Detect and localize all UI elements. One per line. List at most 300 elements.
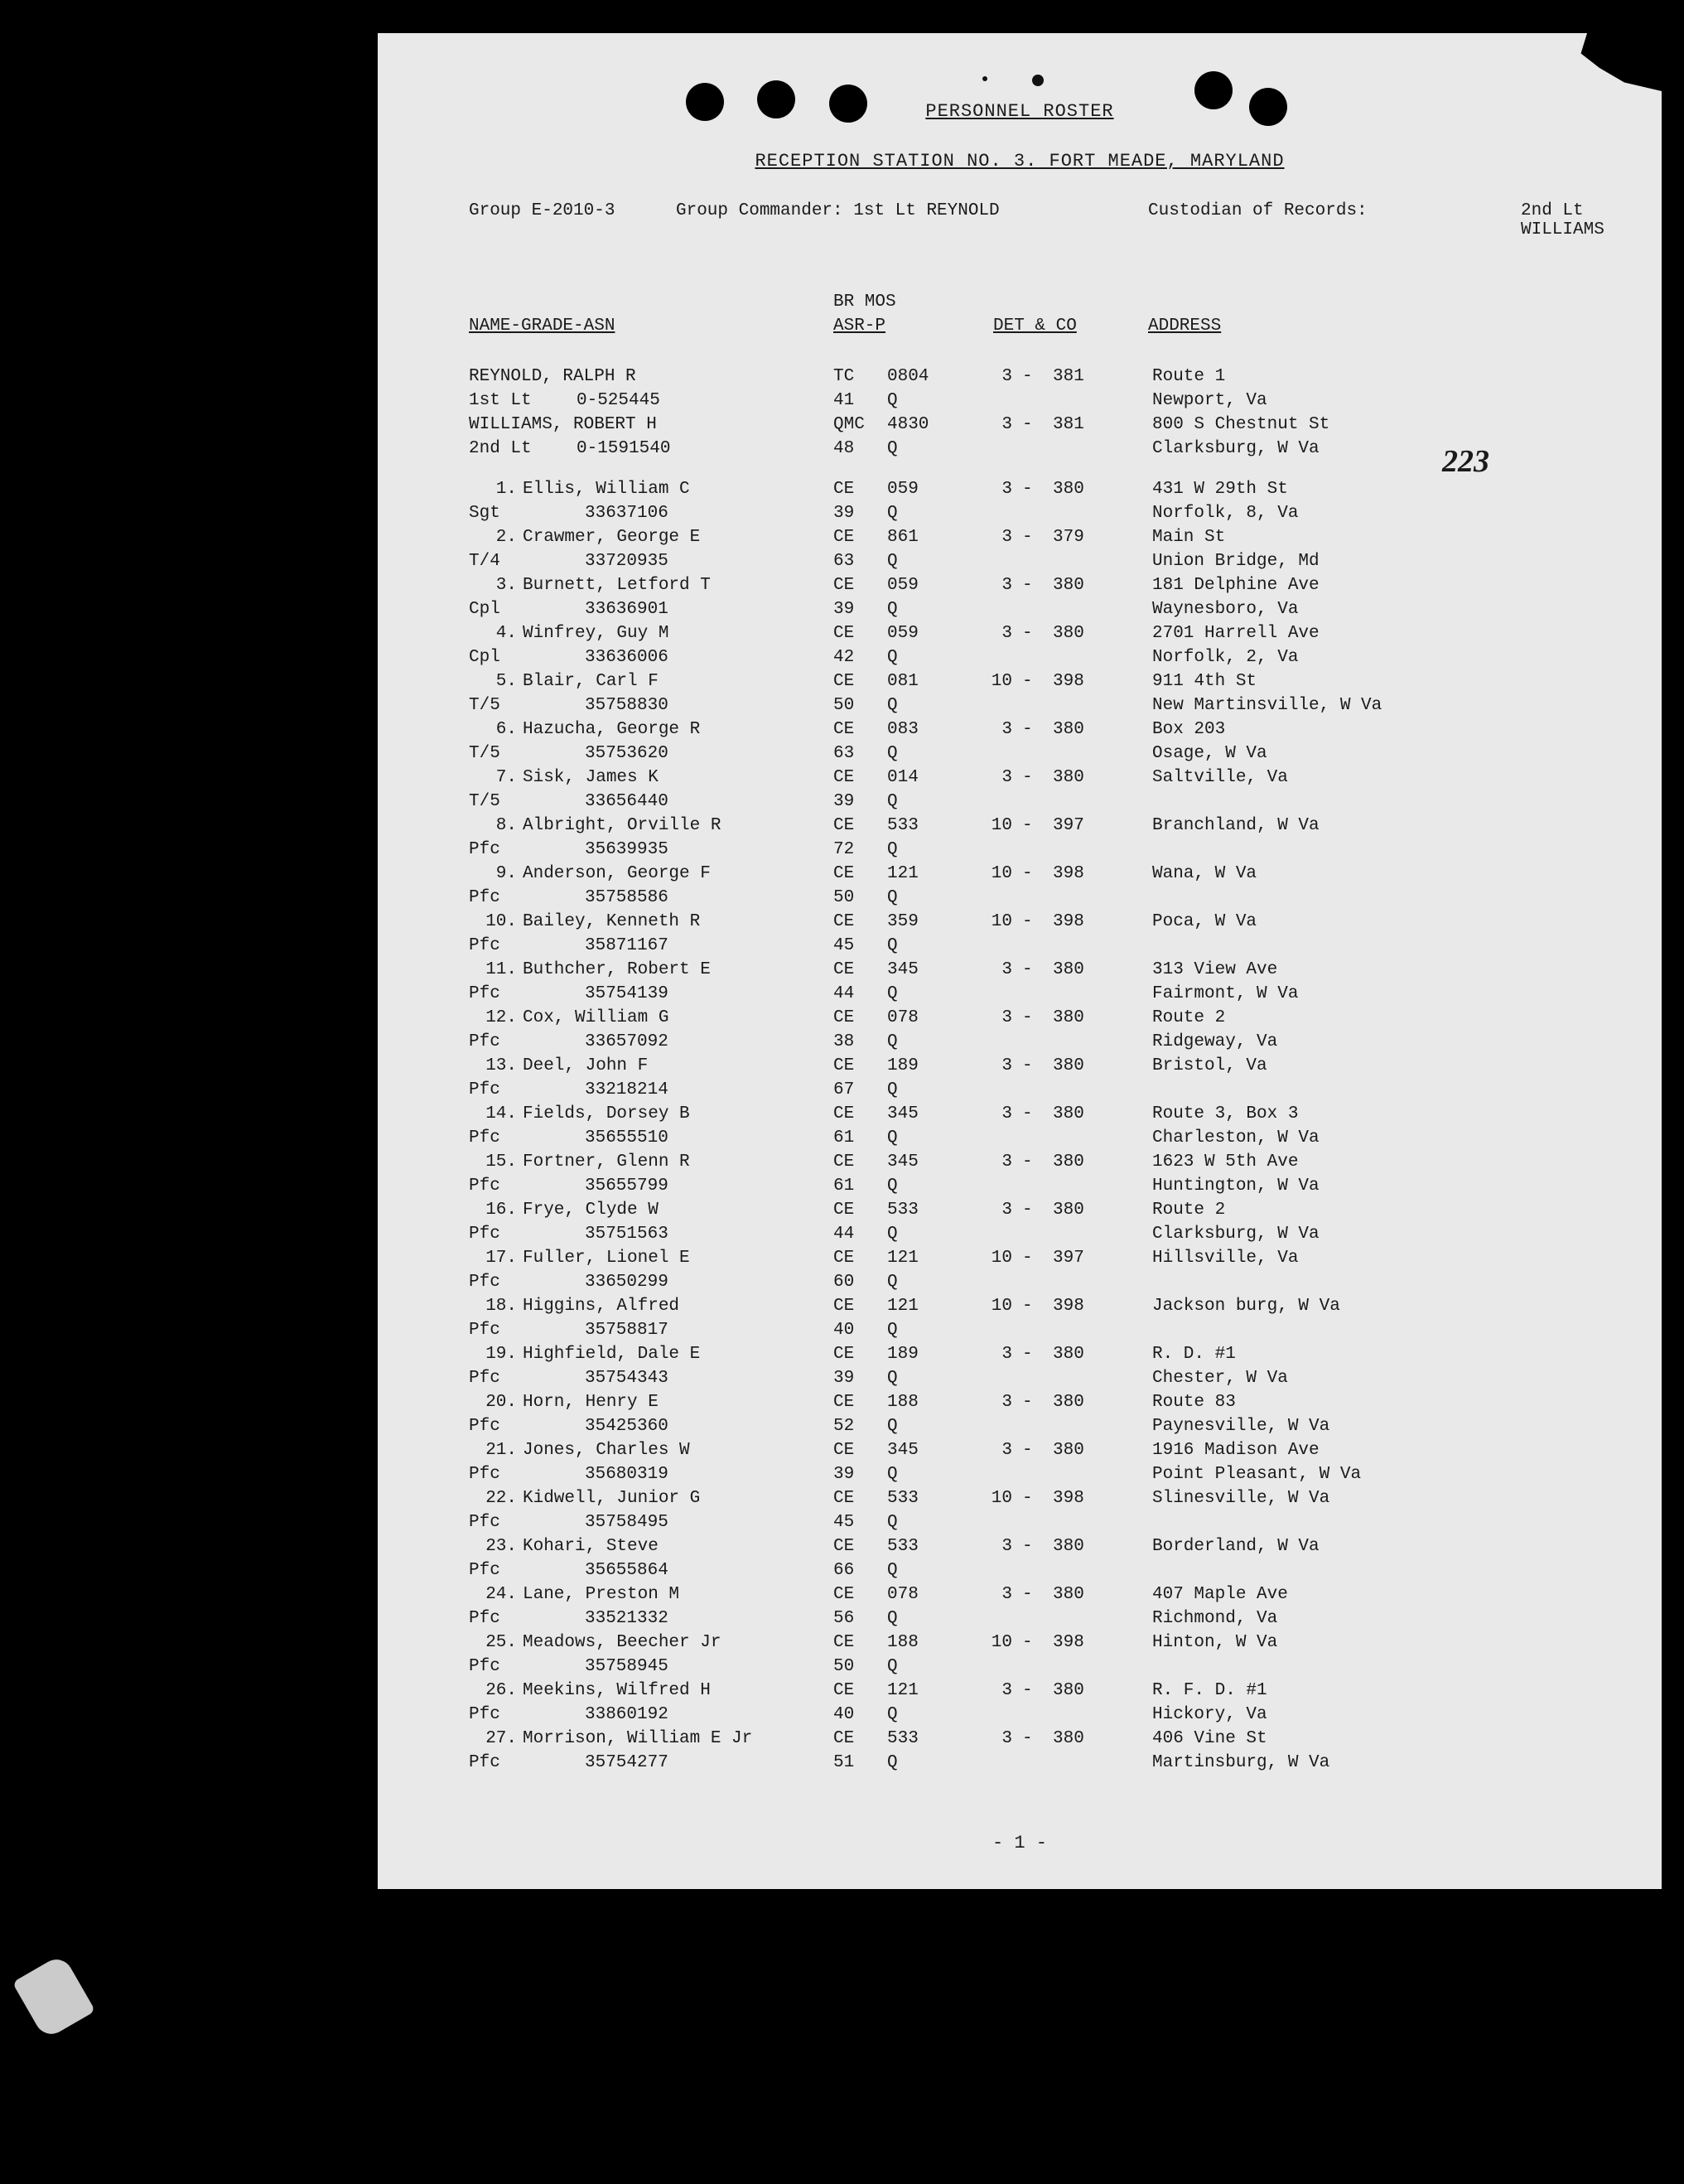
entry-mos: 059 [887,576,919,595]
entry-grade: T/5 [469,696,500,715]
entry-name: Buthcher, Robert E [523,960,711,979]
entry-det: 3 [1001,1056,1012,1075]
entry-address-line1: R. D. #1 [1152,1345,1236,1364]
entry-branch: CE [833,1729,855,1748]
entry-name: Crawmer, George E [523,528,701,547]
entry-asn: 33521332 [585,1609,668,1628]
det-co-dash: - [1022,367,1033,386]
entry-name: Highfield, Dale E [523,1345,701,1364]
entry-number: 10. [485,912,517,931]
entry-grade: Pfc [469,1128,500,1148]
entry-number: 11. [485,960,517,979]
roster-entry [469,1631,1629,1679]
entry-asn: 35758495 [585,1513,668,1532]
entry-grade: Pfc [469,936,500,955]
entry-det: 10 [991,816,1012,835]
entry-asn: 35639935 [585,840,668,859]
det-co-dash: - [1022,576,1033,595]
entry-asr: 44 [833,1225,855,1244]
entry-mos: 078 [887,1008,919,1027]
entry-co: 380 [1053,1585,1084,1604]
entry-mos: 533 [887,1537,919,1556]
entry-mos: 533 [887,1201,919,1220]
entry-grade: Pfc [469,1080,500,1099]
entry-p: Q [887,1657,898,1676]
roster-entry [469,621,1629,669]
entry-name: REYNOLD, RALPH R [469,367,636,386]
roster-entry [469,413,1629,461]
entry-co: 398 [1053,1633,1084,1652]
det-co-dash: - [1022,415,1033,434]
roster-table [469,365,1629,1775]
entry-branch: CE [833,1104,855,1123]
entry-co: 381 [1053,367,1084,386]
entry-det: 3 [1001,1681,1012,1700]
entry-grade: Pfc [469,1753,500,1772]
entry-asn: 35425360 [585,1417,668,1436]
entry-address-line1: Wana, W Va [1152,864,1257,883]
entry-p: Q [887,648,898,667]
entry-asr: 50 [833,888,855,907]
entry-grade: Sgt [469,504,500,523]
entry-grade: Pfc [469,984,500,1003]
entry-p: Q [887,1465,898,1484]
entry-name: Horn, Henry E [523,1393,659,1412]
entry-number: 14. [485,1104,517,1123]
entry-name: Cox, William G [523,1008,669,1027]
paper-scrap [12,1954,96,2040]
entry-name: Lane, Preston M [523,1585,680,1604]
entry-p: Q [887,1369,898,1388]
entry-co: 380 [1053,1152,1084,1172]
entry-mos: 345 [887,1104,919,1123]
det-co-dash: - [1022,624,1033,643]
entry-asn: 33650299 [585,1273,668,1292]
roster-entry [469,1102,1629,1150]
det-co-dash: - [1022,1681,1033,1700]
entry-name: Bailey, Kenneth R [523,912,701,931]
entry-name: Kidwell, Junior G [523,1489,701,1508]
entry-asr: 72 [833,840,855,859]
entry-det: 3 [1001,1201,1012,1220]
entry-asr: 42 [833,648,855,667]
entry-branch: CE [833,1056,855,1075]
entry-asn: 35753620 [585,744,668,763]
entry-asr: 48 [833,439,855,458]
entry-number: 8. [495,816,517,835]
entry-asn: 0-525445 [577,391,660,410]
entry-mos: 189 [887,1345,919,1364]
entry-mos: 189 [887,1056,919,1075]
entry-p: Q [887,1032,898,1051]
entry-branch: CE [833,1393,855,1412]
entry-number: 27. [485,1729,517,1748]
det-co-dash: - [1022,1152,1033,1172]
det-co-dash: - [1022,1201,1033,1220]
entry-grade: Pfc [469,1657,500,1676]
entry-det: 3 [1001,367,1012,386]
entry-asr: 63 [833,744,855,763]
entry-p: Q [887,1609,898,1628]
entry-p: Q [887,984,898,1003]
entry-branch: CE [833,1152,855,1172]
entry-co: 380 [1053,1393,1084,1412]
roster-entry [469,1006,1629,1054]
entry-det: 3 [1001,1345,1012,1364]
entry-asr: 61 [833,1177,855,1196]
entry-grade: Pfc [469,1465,500,1484]
entry-branch: CE [833,1201,855,1220]
entry-p: Q [887,1080,898,1099]
entry-co: 380 [1053,720,1084,739]
entry-p: Q [887,1273,898,1292]
entry-branch: CE [833,1537,855,1556]
roster-entry [469,1390,1629,1438]
entry-address-line1: Slinesville, W Va [1152,1489,1330,1508]
entry-co: 380 [1053,1008,1084,1027]
entry-asr: 50 [833,1657,855,1676]
entry-asn: 33637106 [585,504,668,523]
roster-entry [469,814,1629,862]
entry-branch: CE [833,576,855,595]
entry-name: Frye, Clyde W [523,1201,659,1220]
det-co-dash: - [1022,1056,1033,1075]
entry-co: 398 [1053,672,1084,691]
entry-name: Fuller, Lionel E [523,1249,690,1268]
entry-branch: CE [833,672,855,691]
entry-branch: CE [833,912,855,931]
entry-address-line1: Route 83 [1152,1393,1236,1412]
entry-grade: Pfc [469,1032,500,1051]
entry-address-line1: 1623 W 5th Ave [1152,1152,1299,1172]
entry-asr: 61 [833,1128,855,1148]
entry-address-line1: Box 203 [1152,720,1226,739]
entry-co: 380 [1053,768,1084,787]
entry-name: Higgins, Alfred [523,1297,680,1316]
custodian-name [1521,201,1629,239]
det-co-dash: - [1022,816,1033,835]
header-asr-p: ASR-P [833,316,886,336]
entry-co: 380 [1053,1201,1084,1220]
torn-corner [1537,33,1662,91]
entry-co: 397 [1053,1249,1084,1268]
entry-p: Q [887,936,898,955]
entry-branch: CE [833,1585,855,1604]
entry-co: 380 [1053,1056,1084,1075]
entry-address-line2: Union Bridge, Md [1152,552,1320,571]
entry-branch: CE [833,1249,855,1268]
entry-asn: 35655510 [585,1128,668,1148]
entry-address-line1: Hinton, W Va [1152,1633,1278,1652]
entry-branch: CE [833,960,855,979]
entry-asn: 35754277 [585,1753,668,1772]
entry-address-line1: 406 Vine St [1152,1729,1267,1748]
entry-grade: Pfc [469,1609,500,1628]
entry-grade: T/5 [469,792,500,811]
entry-mos: 0804 [887,367,929,386]
entry-asr: 44 [833,984,855,1003]
entry-mos: 014 [887,768,919,787]
entry-number: 20. [485,1393,517,1412]
entry-name: Morrison, William E Jr [523,1729,753,1748]
entry-address-line2: Richmond, Va [1152,1609,1278,1628]
entry-co: 380 [1053,1729,1084,1748]
entry-address-line2: Hickory, Va [1152,1705,1267,1724]
entry-asr: 52 [833,1417,855,1436]
roster-entry [469,1054,1629,1102]
det-co-dash: - [1022,528,1033,547]
entry-number: 25. [485,1633,517,1652]
entry-address-line2: Norfolk, 8, Va [1152,504,1299,523]
custodian-rank: 2nd Lt [1521,201,1584,220]
entry-mos: 345 [887,1441,919,1460]
entry-co: 380 [1053,1104,1084,1123]
entry-number: 1. [495,480,517,499]
entry-mos: 861 [887,528,919,547]
entry-address-line1: 1916 Madison Ave [1152,1441,1320,1460]
entry-grade: Pfc [469,1561,500,1580]
entry-mos: 188 [887,1633,919,1652]
ink-speck [1032,75,1044,86]
group-info-row [469,201,1629,251]
entry-asn: 33720935 [585,552,668,571]
entry-name: Meadows, Beecher Jr [523,1633,721,1652]
roster-page [378,33,1662,1889]
roster-entry [469,525,1629,573]
det-co-dash: - [1022,1489,1033,1508]
entry-det: 10 [991,1249,1012,1268]
entry-asr: 39 [833,600,855,619]
entry-mos: 533 [887,816,919,835]
entry-asn: 35758586 [585,888,668,907]
entry-co: 398 [1053,1489,1084,1508]
roster-entry [469,1727,1629,1775]
entry-branch: CE [833,816,855,835]
entry-det: 3 [1001,528,1012,547]
entry-grade: Pfc [469,1273,500,1292]
roster-entry [469,477,1629,525]
entry-mos: 4830 [887,415,929,434]
entry-asr: 66 [833,1561,855,1580]
entry-number: 26. [485,1681,517,1700]
entry-grade: T/5 [469,744,500,763]
entry-p: Q [887,439,898,458]
entry-p: Q [887,552,898,571]
entry-p: Q [887,696,898,715]
entry-asr: 50 [833,696,855,715]
entry-det: 3 [1001,576,1012,595]
entry-p: Q [887,744,898,763]
det-co-dash: - [1022,864,1033,883]
entry-co: 380 [1053,624,1084,643]
entry-co: 380 [1053,576,1084,595]
entry-asr: 60 [833,1273,855,1292]
entry-number: 17. [485,1249,517,1268]
entry-grade: Pfc [469,1417,500,1436]
entry-det: 3 [1001,1537,1012,1556]
roster-entry [469,1679,1629,1727]
det-co-dash: - [1022,912,1033,931]
entry-det: 3 [1001,1008,1012,1027]
entry-p: Q [887,1753,898,1772]
entry-mos: 359 [887,912,919,931]
entry-address-line1: 181 Delphine Ave [1152,576,1320,595]
entry-name: Hazucha, George R [523,720,701,739]
det-co-dash: - [1022,672,1033,691]
entry-address-line2: Chester, W Va [1152,1369,1288,1388]
entry-grade: Pfc [469,1177,500,1196]
entry-address-line1: R. F. D. #1 [1152,1681,1267,1700]
entry-mos: 121 [887,1681,919,1700]
entry-name: Fields, Dorsey B [523,1104,690,1123]
det-co-dash: - [1022,1633,1033,1652]
custodian-surname: WILLIAMS [1521,220,1604,239]
entry-asn: 35754343 [585,1369,668,1388]
entry-branch: CE [833,480,855,499]
entry-branch: QMC [833,415,865,434]
entry-grade: Pfc [469,1369,500,1388]
entry-asr: 40 [833,1321,855,1340]
entry-p: Q [887,1561,898,1580]
entry-co: 380 [1053,1681,1084,1700]
entry-asr: 45 [833,1513,855,1532]
det-co-dash: - [1022,1297,1033,1316]
entry-det: 3 [1001,720,1012,739]
entry-mos: 121 [887,1249,919,1268]
entry-asr: 51 [833,1753,855,1772]
entry-co: 380 [1053,960,1084,979]
entry-asn: 35871167 [585,936,668,955]
entry-asr: 39 [833,1369,855,1388]
roster-entry [469,669,1629,718]
det-co-dash: - [1022,1345,1033,1364]
entry-p: Q [887,1177,898,1196]
det-co-dash: - [1022,1585,1033,1604]
entry-number: 13. [485,1056,517,1075]
entry-mos: 083 [887,720,919,739]
entry-grade: Pfc [469,888,500,907]
entry-co: 380 [1053,1345,1084,1364]
entry-co: 398 [1053,1297,1084,1316]
entry-address-line2: New Martinsville, W Va [1152,696,1382,715]
entry-name: Jones, Charles W [523,1441,690,1460]
entry-asr: 67 [833,1080,855,1099]
entry-address-line1: 2701 Harrell Ave [1152,624,1320,643]
entry-co: 397 [1053,816,1084,835]
entry-address-line2: Martinsburg, W Va [1152,1753,1330,1772]
entry-det: 3 [1001,768,1012,787]
entry-p: Q [887,1321,898,1340]
entry-det: 3 [1001,1729,1012,1748]
entry-det: 3 [1001,1152,1012,1172]
entry-name: WILLIAMS, ROBERT H [469,415,657,434]
entry-number: 22. [485,1489,517,1508]
entry-mos: 081 [887,672,919,691]
entry-address-line1: 911 4th St [1152,672,1257,691]
entry-det: 10 [991,1489,1012,1508]
entry-p: Q [887,888,898,907]
entry-asr: 39 [833,792,855,811]
entry-det: 10 [991,1297,1012,1316]
entry-asn: 33218214 [585,1080,668,1099]
entry-address-line1: Bristol, Va [1152,1056,1267,1075]
entry-asr: 56 [833,1609,855,1628]
entry-asn: 33860192 [585,1705,668,1724]
entry-branch: CE [833,720,855,739]
entry-co: 380 [1053,1537,1084,1556]
document-title: PERSONNEL ROSTER [925,101,1114,122]
entry-det: 10 [991,912,1012,931]
det-co-dash: - [1022,1729,1033,1748]
det-co-dash: - [1022,768,1033,787]
entry-p: Q [887,1513,898,1532]
entry-address-line1: Borderland, W Va [1152,1537,1320,1556]
entry-det: 3 [1001,1393,1012,1412]
entry-p: Q [887,792,898,811]
entry-number: 7. [495,768,517,787]
det-co-dash: - [1022,1008,1033,1027]
entry-asn: 35754139 [585,984,668,1003]
entry-asr: 38 [833,1032,855,1051]
entry-branch: CE [833,768,855,787]
entry-asn: 33657092 [585,1032,668,1051]
entry-address-line2: Fairmont, W Va [1152,984,1299,1003]
entry-grade: 1st Lt [469,391,532,410]
entry-p: Q [887,391,898,410]
entry-name: Burnett, Letford T [523,576,711,595]
entry-p: Q [887,1225,898,1244]
entry-address-line1: 407 Maple Ave [1152,1585,1288,1604]
entry-p: Q [887,1705,898,1724]
page-footer: - 1 - [992,1833,1047,1853]
entry-branch: CE [833,1489,855,1508]
entry-p: Q [887,1128,898,1148]
entry-co: 380 [1053,1441,1084,1460]
document-subtitle: RECEPTION STATION NO. 3. FORT MEADE, MARYLAND [755,151,1285,172]
det-co-dash: - [1022,480,1033,499]
entry-asr: 45 [833,936,855,955]
entry-name: Albright, Orville R [523,816,721,835]
entry-branch: CE [833,864,855,883]
entry-address-line1: Hillsville, Va [1152,1249,1299,1268]
entry-asn: 35655864 [585,1561,668,1580]
roster-entry [469,910,1629,958]
entry-address-line2: Clarksburg, W Va [1152,1225,1320,1244]
roster-entry [469,766,1629,814]
entry-branch: CE [833,1297,855,1316]
det-co-dash: - [1022,1249,1033,1268]
entry-p: Q [887,504,898,523]
entry-grade: 2nd Lt [469,439,532,458]
entry-address-line1: Route 1 [1152,367,1226,386]
entry-mos: 345 [887,1152,919,1172]
entry-det: 10 [991,672,1012,691]
entry-co: 398 [1053,864,1084,883]
entry-name: Blair, Carl F [523,672,659,691]
entry-address-line1: 431 W 29th St [1152,480,1288,499]
entry-address-line1: Jackson burg, W Va [1152,1297,1340,1316]
header-address: ADDRESS [1148,316,1222,336]
entry-address-line1: Branchland, W Va [1152,816,1320,835]
entry-number: 6. [495,720,517,739]
det-co-dash: - [1022,720,1033,739]
entry-det: 3 [1001,480,1012,499]
entry-address-line2: Ridgeway, Va [1152,1032,1278,1051]
entry-asr: 39 [833,1465,855,1484]
entry-address-line2: Newport, Va [1152,391,1267,410]
entry-branch: CE [833,1633,855,1652]
entry-name: Sisk, James K [523,768,659,787]
